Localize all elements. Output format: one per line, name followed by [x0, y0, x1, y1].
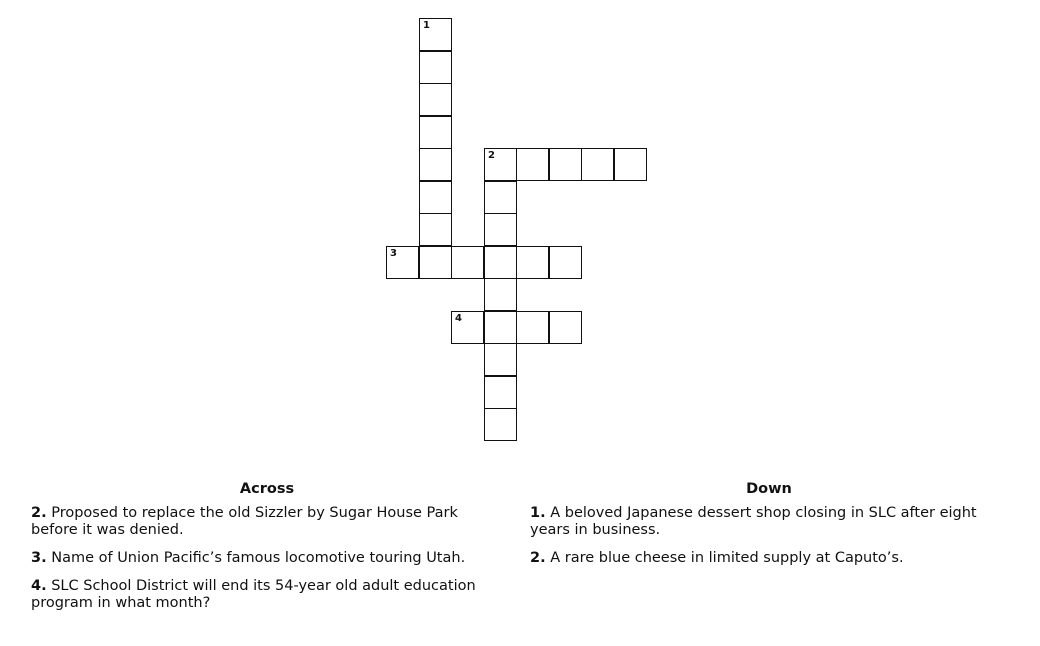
- down-clues: [530, 478, 1008, 578]
- clue-number: 2.: [530, 550, 546, 566]
- grid-cell-2[interactable]: [484, 148, 517, 181]
- clue-text: A rare blue cheese in limited supply at Caputo’s.: [550, 550, 904, 566]
- cell-number: 2: [488, 150, 495, 161]
- grid-cell[interactable]: [516, 311, 549, 344]
- clue-number: 4.: [31, 578, 47, 594]
- grid-cell[interactable]: [484, 246, 517, 279]
- grid-cell[interactable]: [484, 311, 517, 344]
- clue-number: 2.: [31, 505, 47, 521]
- clue-text: Proposed to replace the old Sizzler by Sugar House Park before it was denied.: [31, 505, 458, 538]
- grid-cell[interactable]: [419, 181, 452, 214]
- clue-across-3: [31, 550, 503, 567]
- grid-cell[interactable]: [484, 408, 517, 441]
- across-clues: [31, 478, 503, 623]
- grid-cell-3[interactable]: [386, 246, 419, 279]
- grid-cell-1[interactable]: [419, 18, 452, 51]
- grid-cell[interactable]: [484, 343, 517, 376]
- grid-cell[interactable]: [419, 51, 452, 84]
- grid-cell[interactable]: [581, 148, 614, 181]
- grid-cell[interactable]: [484, 278, 517, 311]
- grid-cell[interactable]: [419, 213, 452, 246]
- grid-cell[interactable]: [484, 376, 517, 409]
- grid-cell[interactable]: [419, 246, 452, 279]
- grid-cell[interactable]: [451, 246, 484, 279]
- cell-number: 1: [423, 20, 430, 31]
- grid-cell[interactable]: [516, 246, 549, 279]
- grid-cell[interactable]: [614, 148, 647, 181]
- clue-text: A beloved Japanese dessert shop closing in SLC after eight years in business.: [530, 505, 977, 538]
- clue-down-1: [530, 505, 1008, 539]
- grid-cell[interactable]: [419, 148, 452, 181]
- clue-text: SLC School District will end its 54-year old adult education program in what month?: [31, 578, 476, 611]
- clue-across-4: [31, 578, 503, 612]
- grid-cell[interactable]: [484, 213, 517, 246]
- clue-number: 3.: [31, 550, 47, 566]
- grid-cell[interactable]: [484, 181, 517, 214]
- clue-down-2: [530, 550, 1008, 567]
- grid-cell[interactable]: [516, 148, 549, 181]
- down-heading: Down: [746, 481, 792, 497]
- grid-cell[interactable]: [549, 311, 582, 344]
- clue-text: Name of Union Pacific’s famous locomotive touring Utah.: [51, 550, 466, 566]
- grid-cell[interactable]: [549, 246, 582, 279]
- across-heading: Across: [239, 481, 295, 497]
- cell-number: 3: [390, 248, 397, 259]
- grid-cell[interactable]: [549, 148, 582, 181]
- clue-number: 1.: [530, 505, 546, 521]
- cell-number: 4: [455, 313, 462, 324]
- grid-cell[interactable]: [419, 116, 452, 149]
- clue-across-2: [31, 505, 503, 539]
- grid-cell[interactable]: [419, 83, 452, 116]
- grid-cell-4[interactable]: [451, 311, 484, 344]
